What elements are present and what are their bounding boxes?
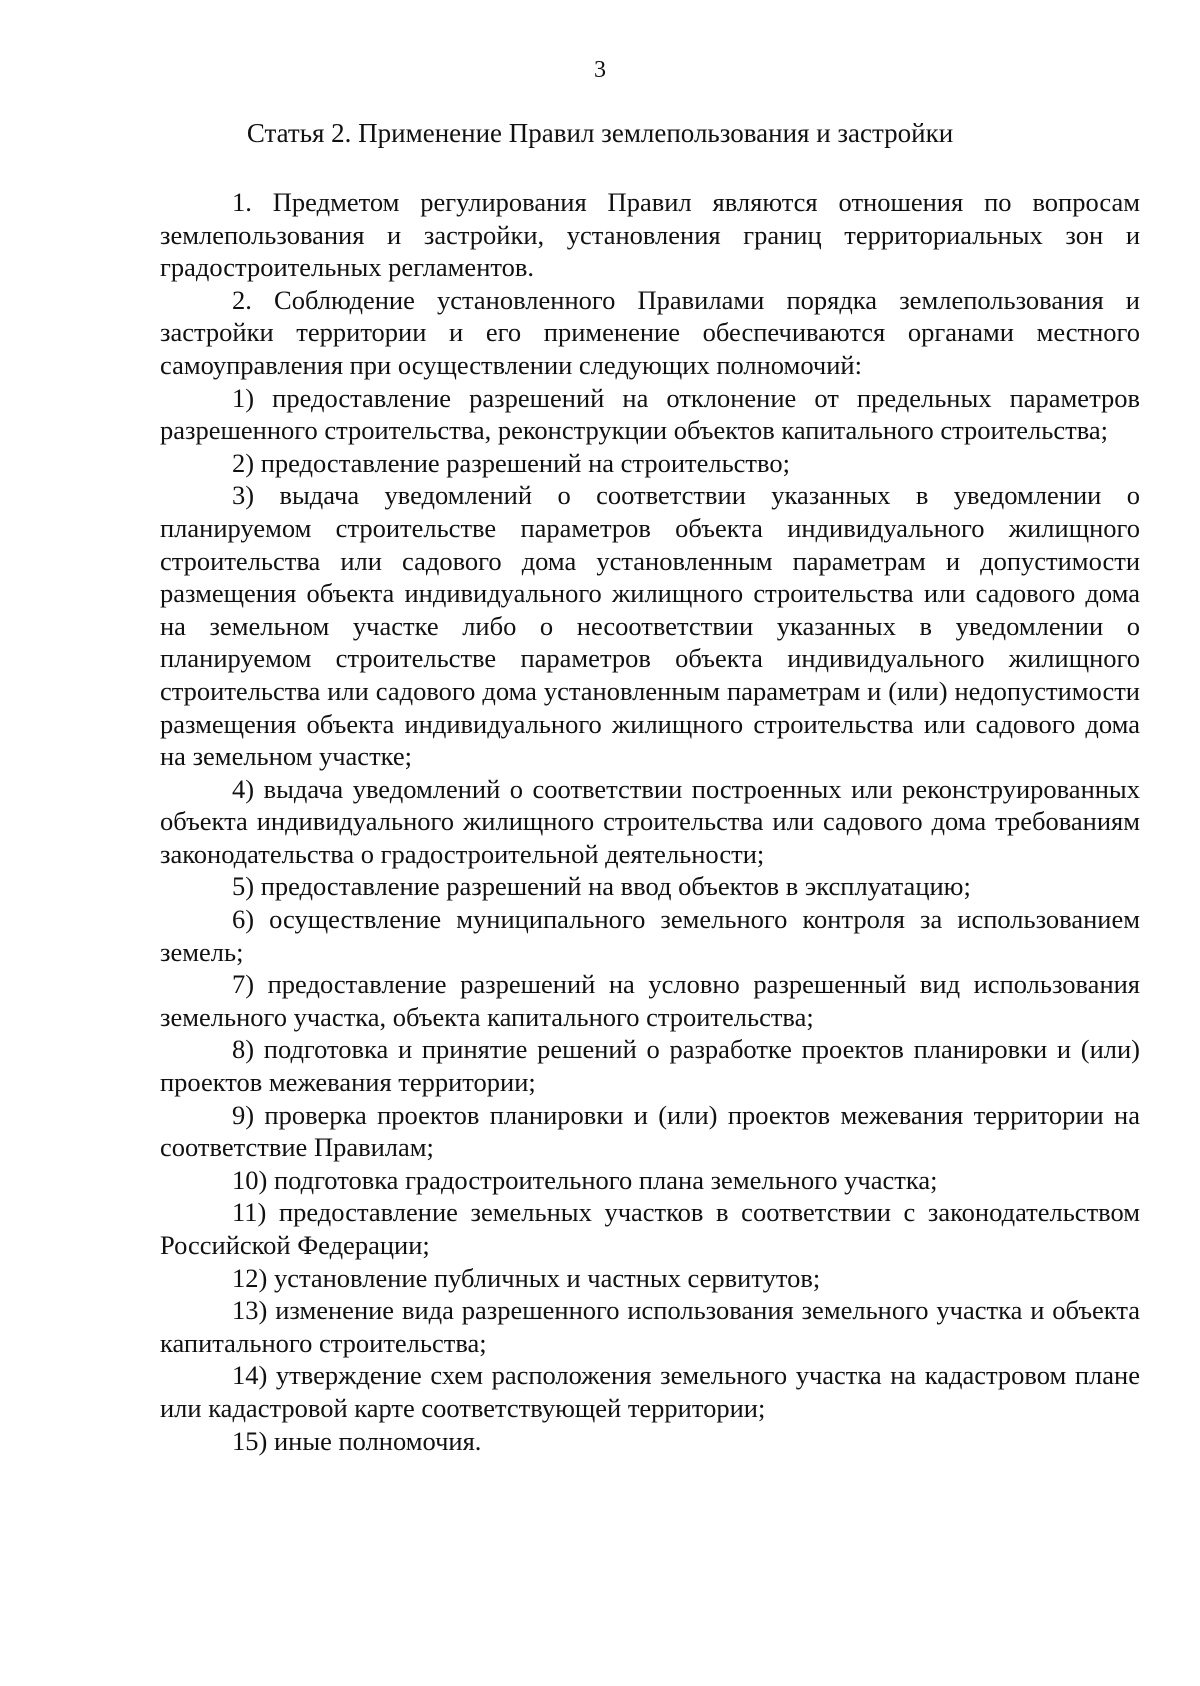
list-item-10: 10) подготовка градостроительного плана земельного участка; <box>232 1164 938 1195</box>
list-item-15: 15) иные полномочия. <box>232 1425 482 1456</box>
list-item-4: 4) выдача уведомлений о соответствии построенных или реконструированных объекта индивидуального жилищного строительства или садового дома требованиям законодательства о градостроительной деятельности; <box>160 773 1140 869</box>
list-item-9: 9) проверка проектов планировки и (или) проектов межевания территории на соответствие Правилам; <box>160 1099 1140 1163</box>
list-item-11: 11) предоставление земельных участков в соответствии с законодательством Российской Федерации; <box>160 1197 1140 1260</box>
article-title: Статья 2. Применение Правил землепользования и застройки <box>246 118 954 148</box>
list-item-3: 3) выдача уведомлений о соответствии указанных в уведомлении о планируемом строительстве параметров объекта индивидуального жилищного строительства или садового дома установленным параметрам и допустимости размещения объекта индивидуального жилищного строительства или садового дома на земельном участке либо о несоответствии указанных в уведомлении о планируемом строительстве параметров объекта индивидуального жилищного строительства или садового дома установленным параметрам и (или) недопустимости размещения объекта индивидуального жилищного строительства или садового дома на земельном участке; <box>160 480 1140 772</box>
paragraph-2: 2. Соблюдение установленного Правилами порядка землепользования и застройки территории и его применение обеспечиваются органами местного самоуправления при осуществлении следующих полномочий: <box>160 284 1140 380</box>
list-item-6: 6) осуществление муниципального земельного контроля за использованием земель; <box>160 904 1140 967</box>
list-item-14: 14) утверждение схем расположения земельного участка на кадастровом плане или кадастровой карте соответствующей территории; <box>160 1360 1140 1423</box>
list-item-2: 2) предоставление разрешений на строительство; <box>232 447 790 478</box>
list-item-1: 1) предоставление разрешений на отклонение от предельных параметров разрешенного строительства, реконструкции объектов капитального строительства; <box>160 382 1140 446</box>
article-body <box>160 186 1140 1457</box>
list-item-8: 8) подготовка и принятие решений о разработке проектов планировки и (или) проектов межевания территории; <box>160 1034 1140 1098</box>
list-item-13: 13) изменение вида разрешенного использования земельного участка и объекта капитального строительства; <box>160 1295 1140 1358</box>
list-item-7: 7) предоставление разрешений на условно разрешенный вид использования земельного участка, объекта капитального строительства; <box>160 969 1140 1032</box>
page-number: 3 <box>594 57 606 83</box>
list-item-12: 12) установление публичных и частных сервитутов; <box>232 1262 821 1293</box>
paragraph-1: 1. Предметом регулирования Правил являются отношения по вопросам землепользования и застройки, установления границ территориальных зон и градостроительных регламентов. <box>160 187 1140 283</box>
list-item-5: 5) предоставление разрешений на ввод объектов в эксплуатацию; <box>232 871 971 902</box>
